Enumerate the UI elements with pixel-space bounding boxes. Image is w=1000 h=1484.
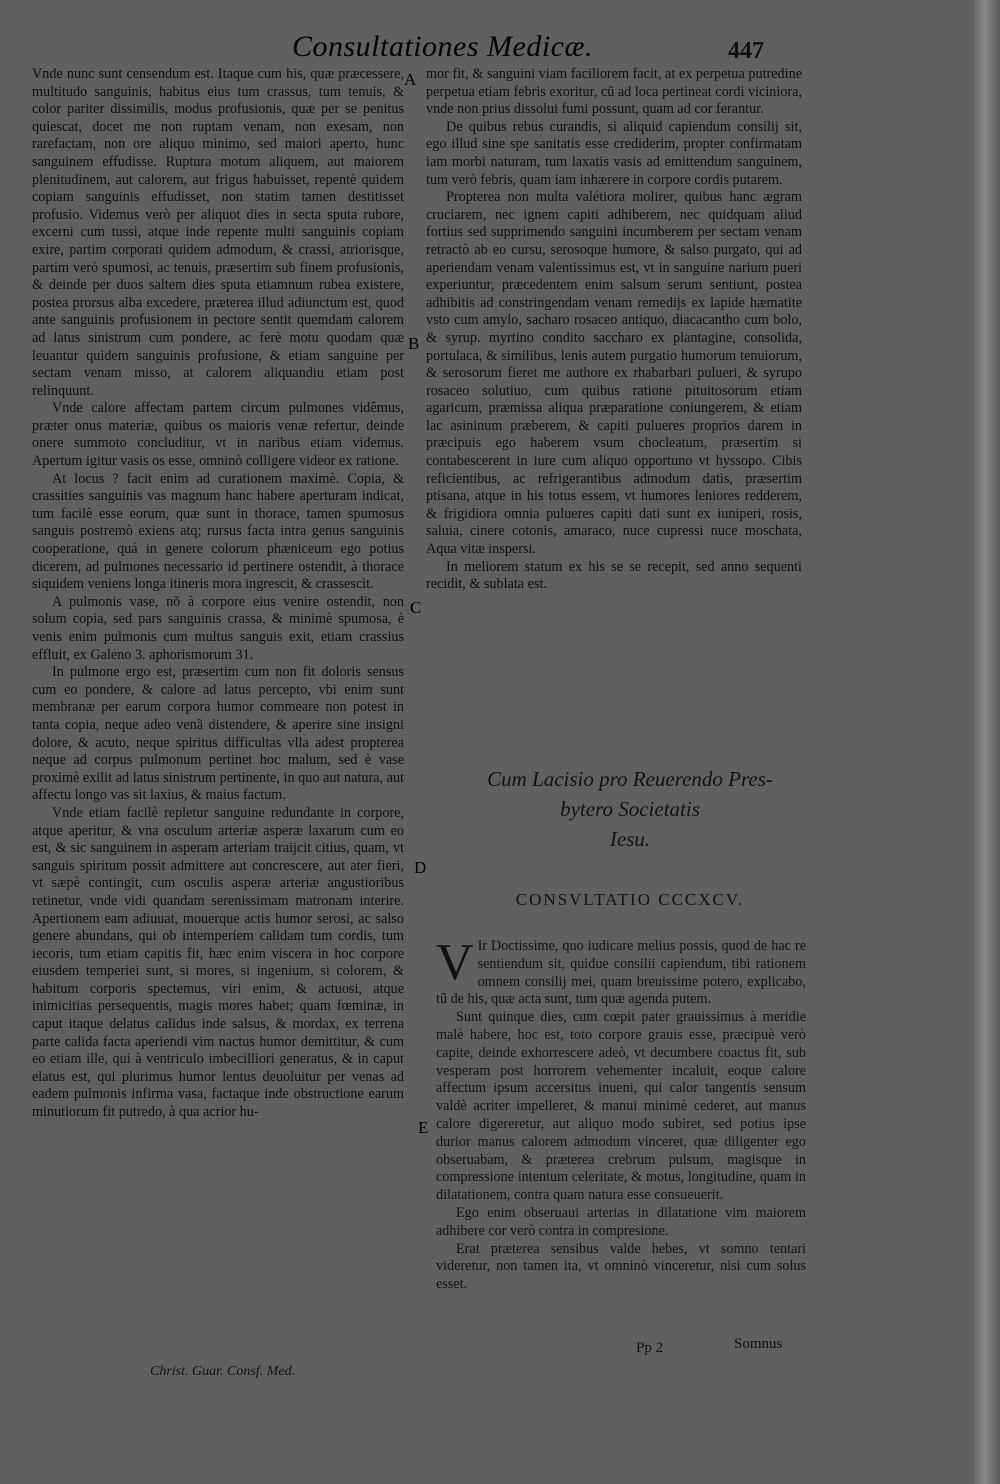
- paragraph: A pulmonis vase, nõ à corpore eius venire ostendit, non solum copia, sed pars sanguinis crassa, & minimè spumosa, è venis enim pulmonis cum multus sanguis exit, etiam crassius effluit, ex Galeno 3. aphorismorum 31.: [32, 593, 404, 663]
- consultatio-body: [436, 934, 806, 1294]
- footer-running-title: Christ. Guar. Consf. Med.: [150, 1364, 296, 1379]
- margin-letter-c: C: [410, 598, 422, 617]
- paragraph: At locus ? facit enim ad curationem maximè. Copia, & crassities sanguinis vas magnum hanc habere aperturam indicat, tum facilè esse eorum, quæ sunt in thorace, tamen spumosus sanguis postremò exiens atq; rursus facta intra genus sanguinis cooperatione, quá in genere colorum phæniceum ego potius dicerem, ad pulmones necessario id pertinere ostendit, à thorace siquidem veniens longa itineris mora ingrescit, & crassescit.: [32, 470, 404, 593]
- paragraph: In pulmone ergo est, præsertim cum non fit doloris sensus cum eo pondere, & calore ad latus percepto, vbi enim sunt membranæ per earum corpora humor commeare non potest in tanta copia, neque adeo venã distendere, & aperire sine insigni dolore, & acuto, neque spiritus difficultas vlla adest propterea neque ad corpus pulmonum pertinet hoc malum, sed è vase proximè exilit ad latus sinistrum pertinente, in quo aut natura, aut affectu longo vas sit laxius, & maius factum.: [32, 664, 404, 804]
- paragraph: Propterea non multa valétiora molirer, quibus hanc ægram cruciarem, nec ignem capiti adhiberem, nec quidquam aliud fortius sed supprimendo sanguini incumberem per sectam venam retractò ab eo cursu, serosoque humore, & salso purgato, qui ad aperiendam venam valentissimus est, vt in sanguine narium pueri experiuntur, præcedentem enim salsum serum sentiunt, postea adhibitis ad constringendam venam remedijs ex lapide hæmatite vsto cum amylo, sacharo rosaceo antiquo, diacacantho cum bolo, & syrup. myrtino condito saccharo ex plantagine, consolida, portulaca, & similibus, lenis autem purgatio humorum tenuiorum, & serosorum fieret me authore ex rhabarbari pulueri, & syrupo rosaceo solutiuo, cum quibus ratione pituitosorum etiam agaricum, præmissa aliqua præparatione coniungerem, & etiam lac asininum præberem, & capiti pulueres proprios darem in præcipuis ego haberem vsum chocleatum, præsertim si contabescerent in iure cum aliquo opportuno vt hyssopo. Cibis reficientibus, ac refrigerantibus admodum datis, præsertim ptisana, atque in his totus essem, vt humores leniores redderem, & frigidiora omnia pulueres capiti dati sunt ex iuniperi, rosis, saluia, cinere cotonis, amaraco, nuce cupressi nuce moschata, Aqua vitæ inspersi.: [426, 189, 802, 558]
- paragraph: Vnde etiam facilè repletur sanguine redundante in corpore, atque aperitur, & vna osculum arteriæ asperæ laxarum cum eo est, & sic sanguinem in asperam arteriam traijcit citius, quam, vt sanguis spiritum possit admittere aut concrescere, aut ater fieri, vt sæpè contingit, cum osculis asperæ arteriæ angustioribus retinetur, vnde vidi quandam serenissimam matronam interire. Apertionem eam adiuuat, mouerque actis humor serosi, ac salso genere abundans, qui ob intemperiem calidam tum cordis, tum iecoris, tum etiam capitis fit, hæc enim viscera in hoc corpore eiusdem temperiei sunt, si mores, si ingenium, si colorem, & habitum corporis spectemus, viri enim, & actuosi, atque inimicitias persequentis, magis mores habet; quam fœminæ, in caput itaque delatus calidus inde salsus, & mordax, ex terrena parte calida facta aperiendi vim nactus humor demittitur, & cum eo etiam ille, qui à ventriculo imbecilliori generatus, & in caput elatus est, qui plurimus humor lentus deuoluitur per venas ad eadem pulmonis infirma vasa, factaque inde obstructione earum minutiorum fit putredo, à qua acrior hu-: [32, 804, 404, 1121]
- paragraph: In meliorem statum ex his se se recepit, sed anno sequenti recidit, & sublata est.: [426, 558, 802, 593]
- paragraph: Ego enim obseruaui arterias in dilatatione vim maiorem adhibere cor verò contra in compresione.: [436, 1204, 806, 1239]
- paragraph: Sunt quinque dies, cum cœpit pater grauissimus à meridie malè habere, hoc est, toto corpore grauis esse, præcipuè verò capite, deinde exhorrescere adeò, vt decumbere coactus fit, sub vesperam post horrorem vehementer incaluit, eoque calore affectum ipsum accersitus inueni, qui calor tangentis sensum valdè acriter impelleret, & manui minimè cederet, aut manus calore digereretur, aut aliquo modo subiret, sed potius ipse durior manus calorem admodum vinceret, quæ diligenter ego obseruabam, & præterea crebrum pulsum, magisque in compressione intentum celeritate, & motus, longitudine, quam in dilatationem, contra quam natura esse consueuerit.: [436, 1009, 806, 1204]
- paragraph: Vnde nunc sunt censendum est. Itaque cum his, quæ præcessere, multitudo sanguinis, habitus eius tum crassus, tum tenuis, & color pariter dissimilis, modus profusionis, quæ per se penitus quiescat, docet me non ruptam venam, non exesam, non rarefactam, non ore aliquo minimo, sed maiori aperto, hunc sanguinem effudisse. Ruptura motum aliquem, aut maiorem plenitudinem, aut calorem, aut frigus habuisset, repentè quidem copiam sanguinis effudisset, non statim tamen destitisset profusio. Videmus verò per aliquot dies in secta sputa rubore, excerni cum tussi, atque inde repente multi sanguinis copiam exire, partim corporati quidem admodum, & crassi, atriorisque, partim verò spumosi, ac tenuis, præsertim sub finem profusionis, & deinde per duos saltem dies sputa etiamnum rubea existere, postea prorsus alba excedere, præterea illud adiunctum est, quod ante sanguinis profusionem in pectore sentit quemdam calorem ad latus sinistrum cum pondere, ac ferè motu quodam quæ leuantur quidem sanguinis profusione, & etiam sanguine per sectam venam misso, at calorem aliquandiu etiam post relinquunt.: [32, 66, 404, 399]
- paragraph: [436, 934, 806, 1009]
- paragraph-text: Ir Doctissime, quo iudicare melius possis, quod de hac re sentiendum sit, quidue consilii capiendum, tibi rationem omnem consilij mei, quam breuissime potero, explicabo, tũ de his, quæ acta sunt, tum quæ agenda putem.: [436, 938, 806, 1008]
- section-heading-line: Iesu.: [609, 827, 651, 851]
- signature-mark: Pp 2: [636, 1340, 664, 1356]
- paragraph: mor fit, & sanguini viam faciliorem facit, at ex perpetua putredine perpetua etiam febris exoritur, cũ ad loca pertineat cordi viciniora, vnde non prius dissolui fumi possunt, quam ad cor ferantur.: [426, 66, 802, 118]
- left-column: [32, 66, 404, 1122]
- consultatio-title: CONSVLTATIO CCCXCV.: [515, 890, 745, 909]
- margin-letter-b: B: [408, 334, 420, 353]
- page-edge: [974, 0, 1000, 1484]
- paragraph: Erat præterea sensibus valde hebes, vt somno tentari videretur, non tamen ita, vt omninò vinceretur, nisi cum solus esset.: [436, 1240, 806, 1293]
- section-heading: [440, 764, 820, 854]
- paragraph: Vnde calore affectam partem circum pulmones vidêmus, præter onus materiæ, quibus os maioris venæ refertur, deinde onere summoto concluditur, vt in naribus etiam videmus. Apertum igitur vasis os esse, omninò colligere videor ex ratione.: [32, 400, 404, 470]
- section-heading-line: bytero Societatis: [560, 797, 700, 821]
- margin-letter-a: A: [404, 70, 417, 89]
- section-heading-line: Cum Lacisio pro Reuerendo Pres-: [487, 767, 773, 791]
- page-number: 447: [728, 38, 764, 64]
- margin-letter-d: D: [414, 858, 427, 877]
- right-column: [426, 66, 802, 594]
- margin-letter-e: E: [418, 1118, 429, 1137]
- catchword: Somnus: [734, 1336, 783, 1352]
- running-header-title: Consultationes Medicæ.: [292, 30, 593, 63]
- drop-cap: V: [436, 934, 474, 991]
- paragraph: De quibus rebus curandis, si aliquid capiendum consilij sit, ego illud sine spe sanitatis esse crediderim, propter confirmatam iam morbi naturam, tum laxatis vasis ad emittendum sanguinem, tum verò febris, quam iam inhærere in corpore cordis putarem.: [426, 118, 802, 188]
